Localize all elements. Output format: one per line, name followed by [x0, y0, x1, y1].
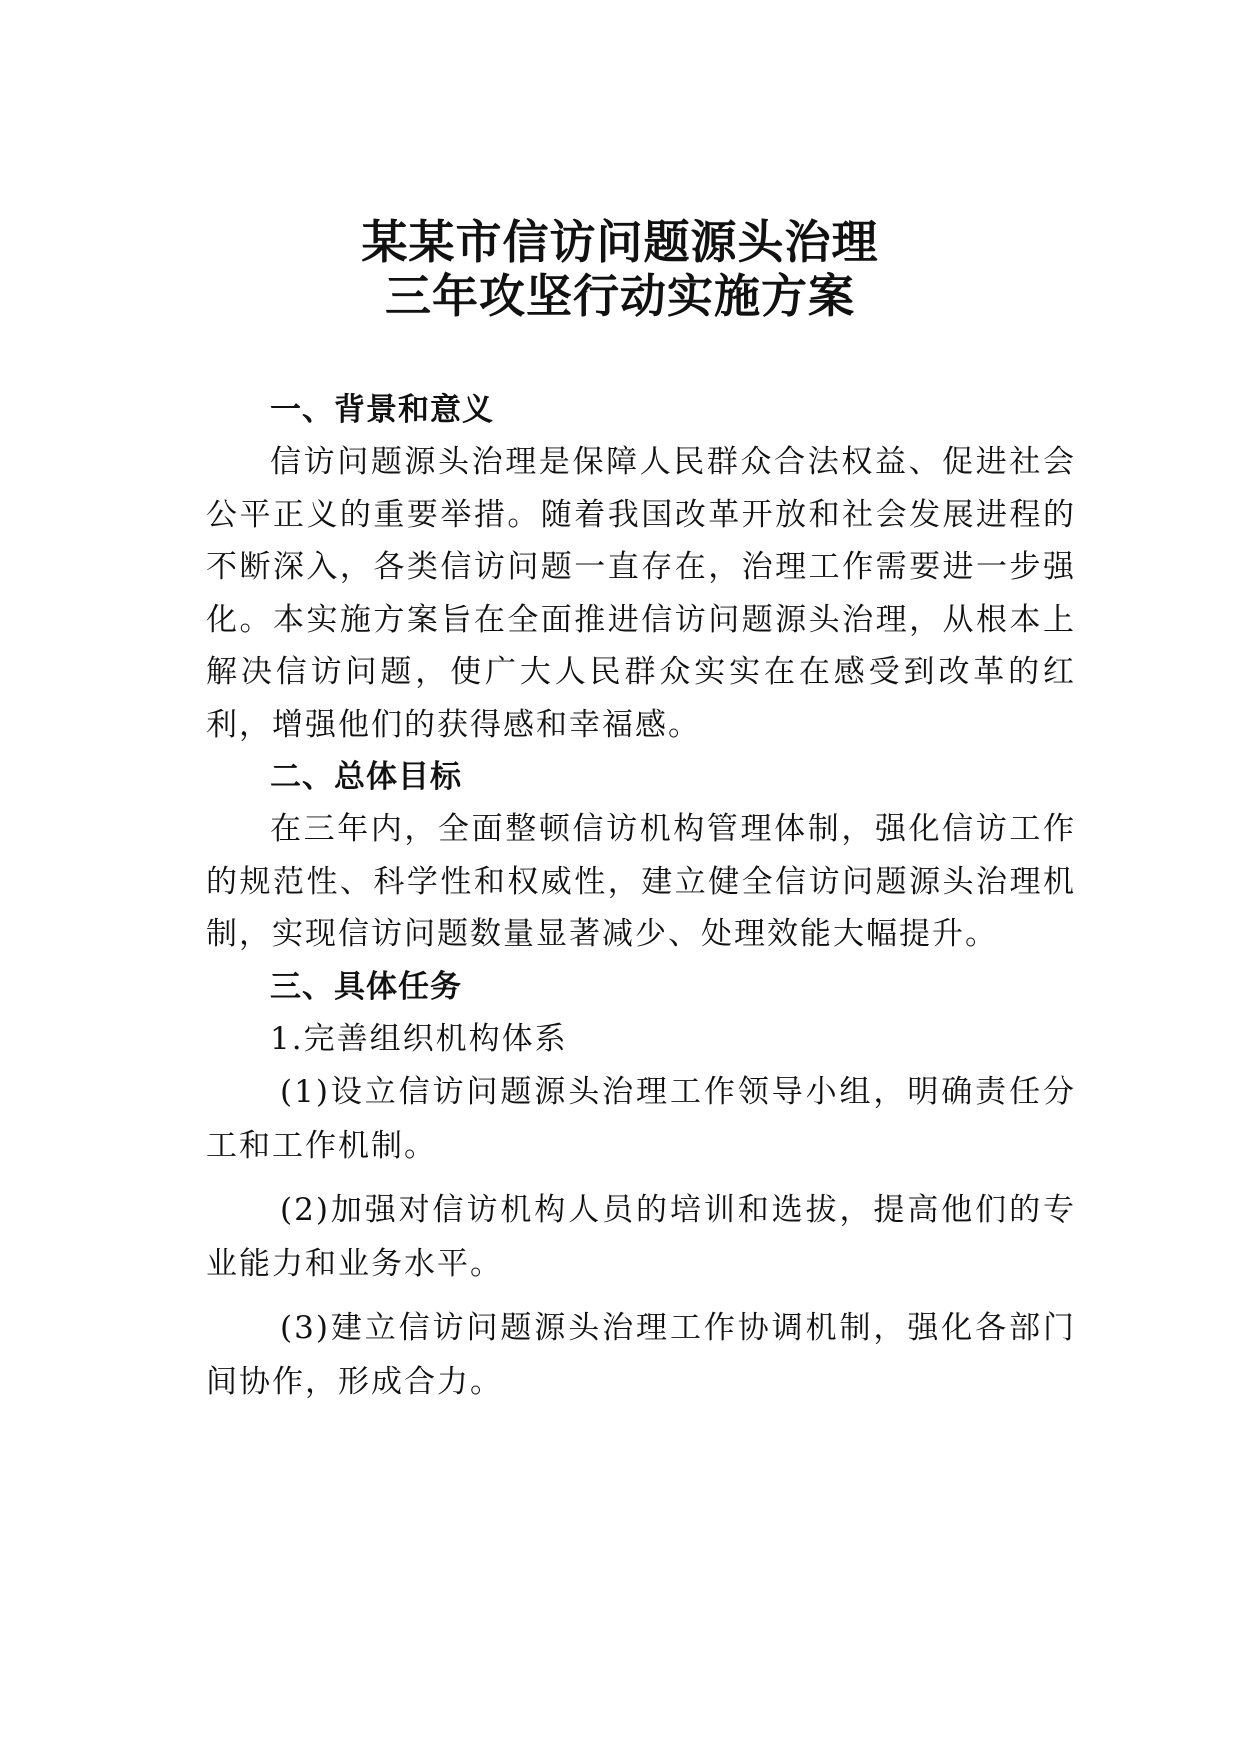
- section-heading-background: 一、背景和意义: [270, 392, 494, 428]
- task-subitem-2: (2)加强对信访机构人员的培训和选拔，提高他们的专业能力和业务水平。: [206, 1191, 1076, 1282]
- section-paragraph-goals: 在三年内，全面整顿信访机构管理体制，强化信访工作的规范性、科学性和权威性，建立健全信访问题源头治理机制，实现信访问题数量显著减少、处理效能大幅提升。: [206, 811, 1076, 952]
- document-body: [206, 384, 1076, 1409]
- document-title-line1: 某某市信访问题源头治理: [361, 215, 879, 269]
- task-subitem-3: (3)建立信访问题源头治理工作协调机制，强化各部门间协作，形成合力。: [206, 1309, 1076, 1400]
- section-heading-tasks: 三、具体任务: [270, 968, 462, 1005]
- task-subitem-1: (1)设立信访问题源头治理工作领导小组，明确责任分工和工作机制。: [206, 1073, 1076, 1164]
- section-paragraph-background: 信访问题源头治理是保障人民群众合法权益、促进社会公平正义的重要举措。随着我国改革开放和社会发展进程的不断深入，各类信访问题一直存在，治理工作需要进一步强化。本实施方案旨在全面推进信访问题源头治理，从根本上解决信访问题，使广大人民群众实实在在感受到改革的红利，增强他们的获得感和幸福感。: [206, 444, 1076, 743]
- section-heading-goals: 二、总体目标: [270, 759, 462, 795]
- document-title-line2: 三年攻坚行动实施方案: [385, 269, 855, 323]
- task-item-1: 1.完善组织机构体系: [270, 1020, 568, 1057]
